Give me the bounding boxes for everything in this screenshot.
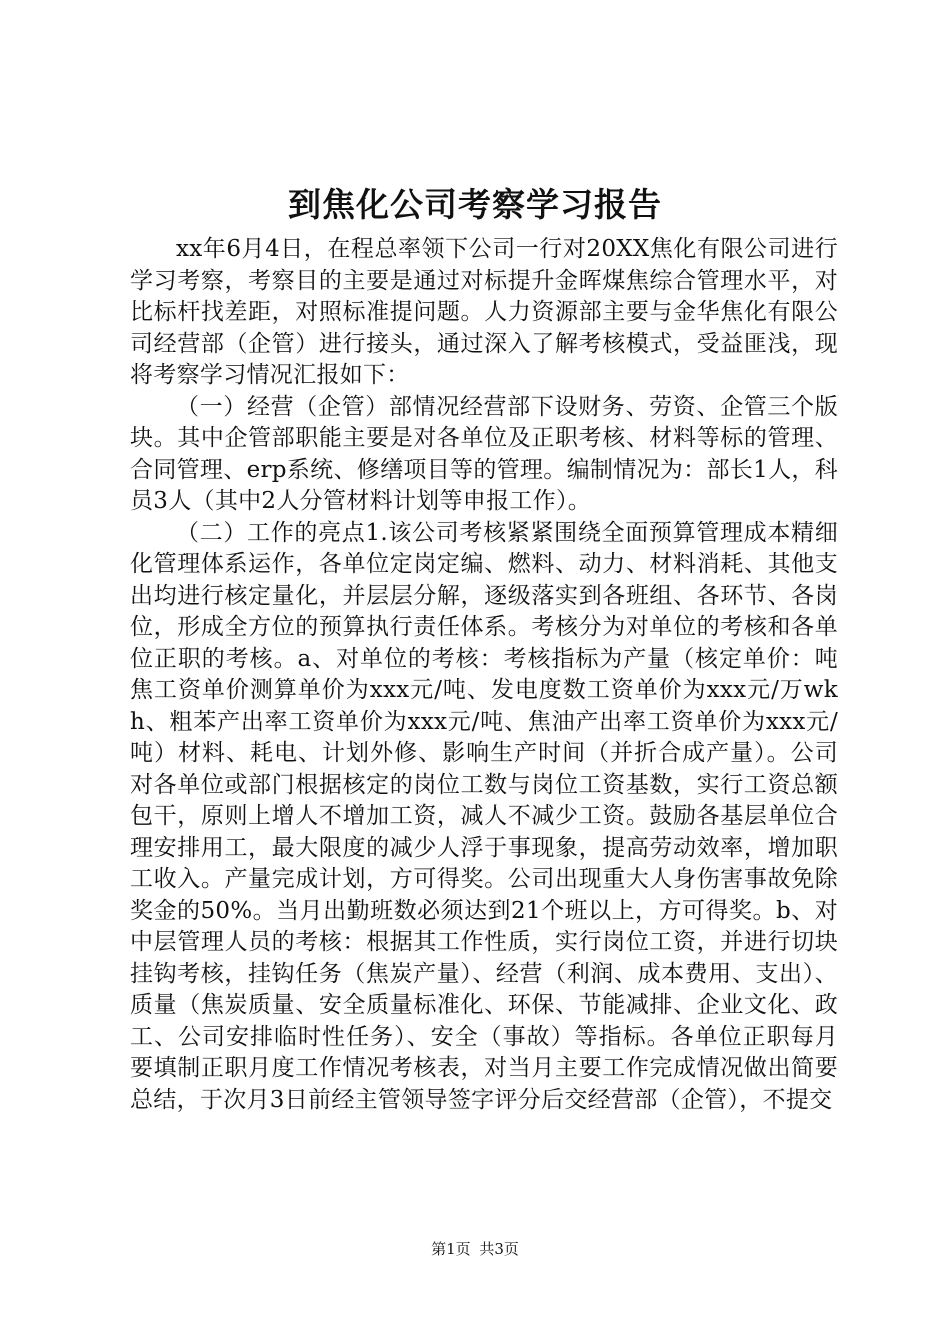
paragraph-section-2: （二）工作的亮点1.该公司考核紧紧围绕全面预算管理成本精细化管理体系运作，各单位定岗定编、燃料、动力、材料消耗、其他支出均进行核定量化，并层层分解，逐级落实到各班组、各环节、各岗位，形成全方位的预算执行责任体系。考核分为对单位的考核和各单位正职的考核。a、对单位的考核：考核指标为产量（核定单价：吨焦工资单价测算单价为xxx元/吨、发电度数工资单价为xxx元/万wkh、粗苯产出率工资单价为xxx元/吨、焦油产出率工资单价为xxx元/吨）材料、耗电、计划外修、影响生产时间（并折合成产量）。公司对各单位或部门根据核定的岗位工数与岗位工资基数，实行工资总额包干，原则上增人不增加工资，减人不减少工资。鼓励各基层单位合理安排用工，最大限度的减少人浮于事现象，提高劳动效率，增加职工收入。产量完成计划，方可得奖。公司出现重大人身伤害事故免除奖金的50%。当月出勤班数必须达到21个班以上，方可得奖。b、对中层管理人员的考核：根据其工作性质，实行岗位工资，并进行切块挂钩考核，挂钩任务（焦炭产量）、经营（利润、成本费用、支出）、质量（焦炭质量、安全质量标准化、环保、节能减排、企业文化、政工、公司安排临时性任务）、安全（事故）等指标。各单位正职每月要填制正职月度工作情况考核表，对当月主要工作完成情况做出简要总结，于次月3日前经主管领导签字评分后交经营部（企管），不提交: [130, 519, 838, 1113]
paragraph-section-1: （一）经营（企管）部情况经营部下设财务、劳资、企管三个版块。其中企管部职能主要是对各单位及正职考核、材料等标的管理、合同管理、erp系统、修缮项目等的管理。编制情况为：部长1人，科员3人（其中2人分管材料计划等申报工作）。: [130, 393, 838, 514]
page-total: 共3页: [479, 1240, 519, 1258]
page-number: 第1页: [431, 1240, 471, 1258]
page-footer: [0, 1239, 950, 1259]
paragraph-intro: xx年6月4日，在程总率领下公司一行对20XX焦化有限公司进行学习考察，考察目的主要是通过对标提升金晖煤焦综合管理水平，对比标杆找差距，对照标准提问题。人力资源部主要与金华焦化有限公司经营部（企管）进行接头，通过深入了解考核模式，受益匪浅，现将考察学习情况汇报如下：: [130, 236, 838, 388]
document-body: [130, 234, 838, 1116]
document-title: 到焦化公司考察学习报告: [288, 185, 662, 224]
